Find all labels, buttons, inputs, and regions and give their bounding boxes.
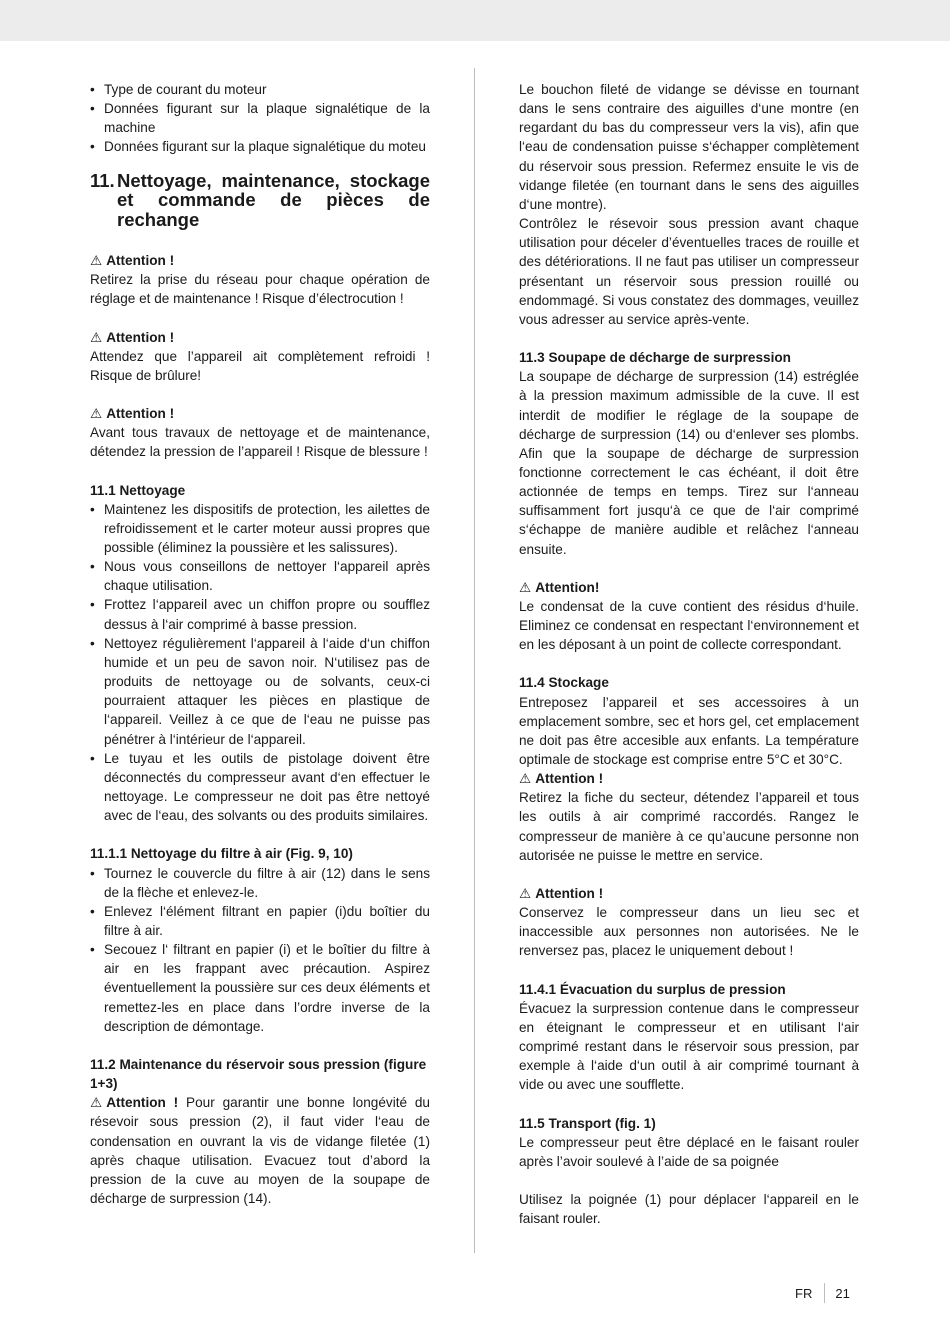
top-band xyxy=(0,0,950,41)
cleaning-list xyxy=(90,500,430,826)
warning-text: Avant tous travaux de nettoyage et de maintenance, détendez la pression de l’appareil ! Risque de blessure ! xyxy=(90,425,430,460)
footer-divider xyxy=(824,1283,825,1303)
warning-triangle-icon: ⚠ xyxy=(90,253,103,269)
warning-heading: ⚠ Attention ! xyxy=(90,251,430,270)
list-item: • Tournez le couvercle du filtre à air (12) dans le sens de la flèche et enlevez-le. xyxy=(90,864,430,902)
warning-heading: ⚠ Attention ! xyxy=(90,404,430,423)
chapter-heading xyxy=(90,171,430,230)
paragraph: Contrôlez le résevoir sous pression avant chaque utilisation pour déceler d’éventuelles traces de rouille et des détériorations. Il ne faut pas utiliser un compresseur présentant un réservoir sous pression rouillé ou endommagé. Si vous constatez des dommages, veuillez vous adresser au service après-vente. xyxy=(519,216,859,327)
warning-heading: ⚠ Attention! xyxy=(519,578,859,597)
warning-text: Attendez que l’appareil ait complètement refroidi ! Risque de brûlure! xyxy=(90,348,430,383)
page-footer xyxy=(795,1283,850,1303)
column-divider xyxy=(474,68,475,1253)
chapter-number: 11. xyxy=(90,169,115,191)
bullet-list-top xyxy=(90,80,430,157)
list-item: • Secouez l‘ filtrant en papier (i) et le boîtier du filtre à air en les frappant avec précaution. Aspirez éventuellement la poussière sur ces deux éléments et remettez-les en place dans l’ordre inverse de la description de démontage. xyxy=(90,940,430,1036)
right-column xyxy=(519,80,859,1228)
filter-list xyxy=(90,864,430,1036)
warning-triangle-icon: ⚠ xyxy=(90,406,103,422)
section-title-11-1-1: 11.1.1 Nettoyage du filtre à air (Fig. 9, 10) xyxy=(90,846,353,862)
section-title-11-5: 11.5 Transport (fig. 1) xyxy=(519,1115,656,1131)
list-item: • Données figurant sur la plaque signalétique du moteu xyxy=(90,137,430,156)
warning-heading: ⚠ Attention ! xyxy=(519,769,859,788)
left-column xyxy=(90,80,430,1208)
section-title-11-4: 11.4 Stockage xyxy=(519,675,609,691)
section-title-11-1: 11.1 Nettoyage xyxy=(90,482,186,498)
warning-triangle-icon: ⚠ xyxy=(519,579,532,595)
warning-triangle-icon: ⚠ xyxy=(519,771,532,787)
section-text-11-4: Entreposez l’appareil et ses accessoires à un emplacement sombre, sec et hors gel, cet emplacement ne doit pas être accesible aux enfants. La température optimale de stockage est comprise entre 5°C et 30°C. xyxy=(519,694,859,767)
section-text-11-3: La soupape de décharge de surpression (14) estréglée à la pression maximum admissible de la cuve. Il est interdit de modifier le réglage de la soupape de décharge de surpression (14) ou d‘enlever ses plombs. Afin que la soupape de décharge de surpression fonctionne correctement le cas échéant, il doit être actionnée de temps en temps. Tirez sur l‘anneau suffisamment fort jusqu‘à ce que de l‘air comprimé s‘échappe de manière audible et relâchez l‘anneau ensuite. xyxy=(519,369,859,557)
section-text-11-5: Le compresseur peut être déplacé en le faisant rouler après l’avoir soulevé à l’aide de sa poignée xyxy=(519,1134,859,1169)
chapter-title: Nettoyage, maintenance, stockage et commande de pièces de rechange xyxy=(117,169,430,230)
warning-heading: ⚠ Attention ! xyxy=(519,884,859,903)
list-item: • Frottez l‘appareil avec un chiffon propre ou soufflez dessus à l‘air comprimé à basse pression. xyxy=(90,595,430,633)
section-title-11-2: 11.2 Maintenance du réservoir sous pression (figure 1+3) xyxy=(90,1056,427,1092)
warning-triangle-icon: ⚠ xyxy=(90,329,103,345)
warning-text: Conservez le compresseur dans un lieu sec et inaccessible aux personnes non autorisées. Ne le renversez pas, placez le uniquement debout ! xyxy=(519,905,859,959)
list-item: • Type de courant du moteur xyxy=(90,80,430,99)
section-text-11-5-b: Utilisez la poignée (1) pour déplacer l‘appareil en le faisant rouler. xyxy=(519,1191,859,1227)
list-item: • Maintenez les dispositifs de protection, les ailettes de refroidissement et le carter moteur aussi propres que possible (éliminez la poussière et les salissures). xyxy=(90,500,430,557)
list-item: • Le tuyau et les outils de pistolage doivent être déconnectés du compresseur avant d‘en effectuer le nettoyage. Le compresseur ne doit pas être nettoyé avec de l‘eau, des solvants ou des produits similaires. xyxy=(90,749,430,826)
list-item: • Données figurant sur la plaque signalétique de la machine xyxy=(90,99,430,137)
warning-text: Retirez la prise du réseau pour chaque opération de réglage et de maintenance ! Risque d’électrocution ! xyxy=(90,272,430,307)
language-code: FR xyxy=(795,1285,813,1301)
warning-triangle-icon: ⚠ xyxy=(519,885,532,901)
warning-triangle-icon: ⚠ xyxy=(90,1095,103,1111)
section-title-11-3: 11.3 Soupape de décharge de surpression xyxy=(519,350,791,366)
page-number: 21 xyxy=(835,1285,850,1301)
warning-text: Le condensat de la cuve contient des résidus d‘huile. Eliminez ce condensat en respectant l‘environnement et en les déposant à un point de collecte correspondant. xyxy=(519,598,859,653)
section-title-11-4-1: 11.4.1 Évacuation du surplus de pression xyxy=(519,981,786,997)
list-item: • Nous vous conseillons de nettoyer l‘appareil après chaque utilisation. xyxy=(90,557,430,595)
paragraph: Le bouchon fileté de vidange se dévisse en tournant dans le sens contraire des aiguilles d‘une montre (en regardant du bas du compresseur vers la vis), afin que l‘eau de condensation puisse s‘échapper complètement du réservoir sous pression. Refermez ensuite le vis de vidange filetée (en tournant dans le sens des aiguilles d‘une montre). xyxy=(519,82,859,212)
list-item: • Nettoyez régulièrement l‘appareil à l‘aide d‘un chiffon humide et un peu de savon noir. N‘utilisez pas de produits de nettoyage ou de solvants, ceux-ci pourraient attaquer les pièces en plastique de l‘appareil. Veillez à ce que de l‘eau ne puisse pas pénétrer à l‘intérieur de l‘appareil. xyxy=(90,634,430,749)
section-text-11-4-1: Évacuez la surpression contenue dans le compresseur en éteignant le compresseur et en utilisant l‘air comprimé restant dans le réservoir sous pression, par exemple à l‘aide d‘un outil à air comprimé tournant à vide ou avec une soufflette. xyxy=(519,1000,859,1093)
list-item: • Enlevez l‘élément filtrant en papier (i)du boîtier du filtre à air. xyxy=(90,902,430,940)
warning-text: Retirez la fiche du secteur, détendez l’appareil et tous les outils à air comprimé raccordés. Rangez le compresseur de manière à ce qu’aucune personne non autorisée ne puisse le mettre en service. xyxy=(519,790,859,863)
warning-heading: ⚠ Attention ! xyxy=(90,328,430,347)
section-text-11-2: ⚠ Attention ! Pour garantir une bonne longévité du résevoir sous pression (2), il faut vider l‘eau de condensation en ouvrant la vis de vidange filetée (1) après chaque utilisation. Evacuez tout d’abord la pression de la cuve au moyen de la soupape de décharge de surpression (14). xyxy=(90,1095,430,1206)
